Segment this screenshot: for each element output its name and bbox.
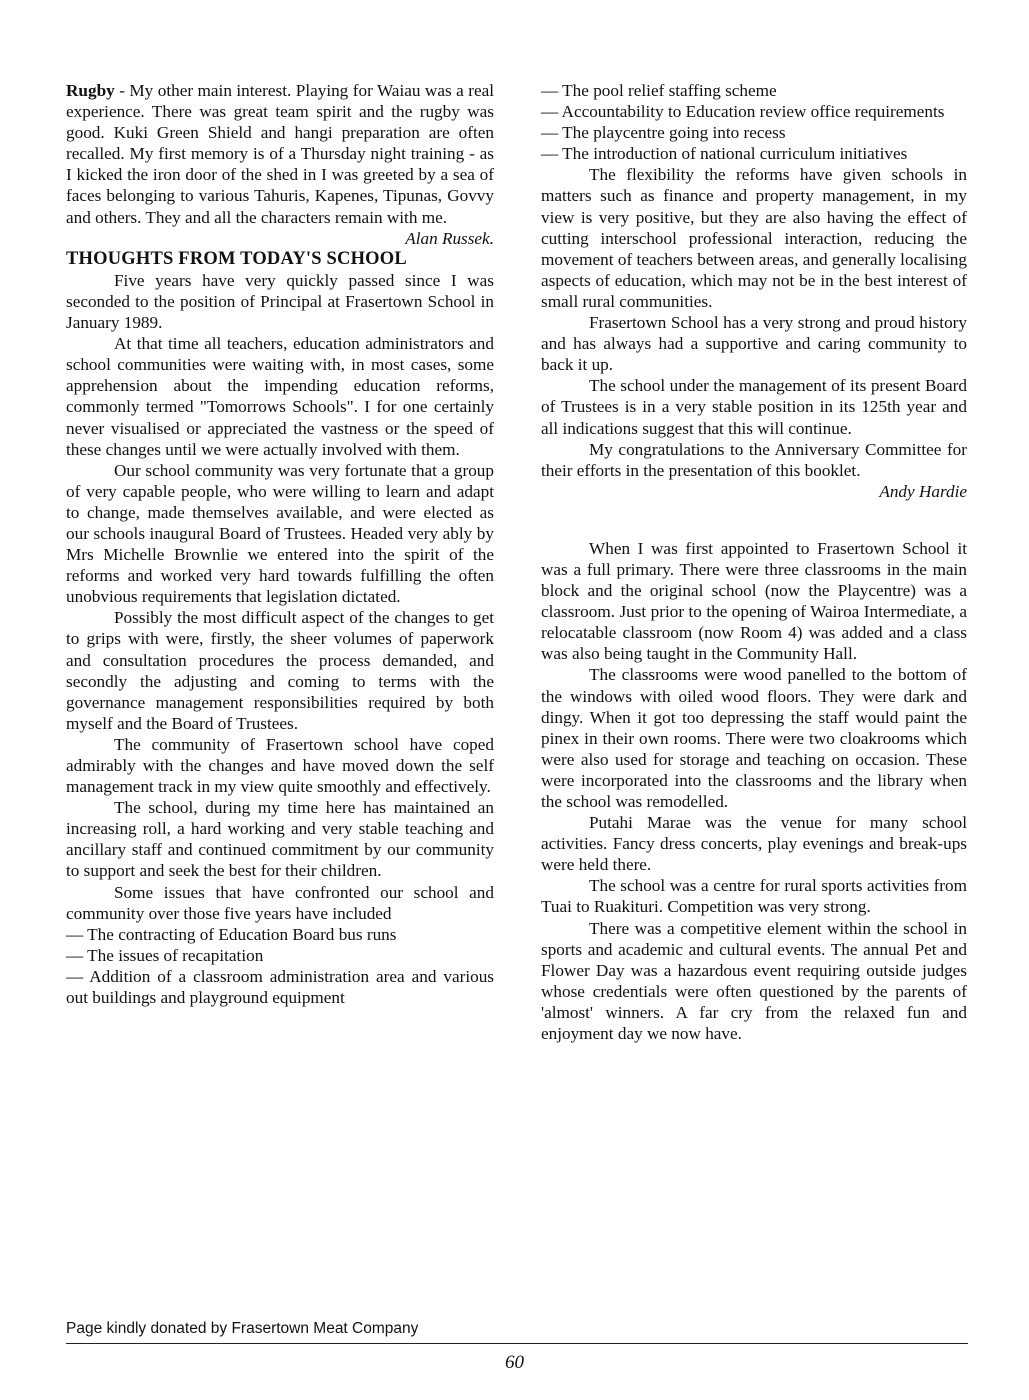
paragraph: At that time all teachers, education administrators and school communities were waiting with, in most cases, some apprehension about the impending education reforms, commonly termed "Tomorrows Schools". I for one certainly never visualised or appreciated the vastness or the speed of these changes until we were actually involved with them. xyxy=(66,334,494,459)
dash-list-item: — Addition of a classroom administration area and various out buildings and playground equipment xyxy=(66,966,494,1008)
paragraph: When I was first appointed to Frasertown School it was a full primary. There were three classrooms in the main block and the original school (now the Playcentre) was a classroom. Just prior to the opening of Wairoa Intermediate, a relocatable classroom (now Room 4) was added and a class was also being taught in the Community Hall. xyxy=(541,538,967,664)
paragraph: The school, during my time here has maintained an increasing roll, a hard working and very stable teaching and ancillary staff and continued commitment by our community to support and seek the best for their children. xyxy=(66,798,494,881)
paragraph: My congratulations to the Anniversary Committee for their efforts in the presentation of this booklet. xyxy=(541,439,967,480)
footer-divider xyxy=(66,1343,968,1344)
rugby-paragraph xyxy=(66,80,494,228)
paragraph: Five years have very quickly passed since I was seconded to the position of Principal at Frasertown School in January 1989. xyxy=(66,270,494,333)
dash-list-item: — The introduction of national curriculum initiatives xyxy=(541,144,908,164)
article-heading: THOUGHTS FROM TODAY'S SCHOOL xyxy=(66,248,407,269)
rugby-lead: Rugby xyxy=(66,81,115,100)
paragraph: The flexibility the reforms have given schools in matters such as finance and property management, in my view is very positive, but they are also having the effect of cutting interschool professional interaction, reducing the movement of teachers between areas, and generally localising aspects of education, which may not be in the best interest of small rural communities. xyxy=(541,165,967,311)
paragraph: Putahi Marae was the venue for many school activities. Fancy dress concerts, play evenings and break-ups were held there. xyxy=(541,813,967,875)
paragraph: The school under the management of its present Board of Trustees is in a very stable position in its 125th year and all indications suggest that this will continue. xyxy=(541,376,967,438)
paragraph: Some issues that have confronted our school and community over those five years have included xyxy=(66,882,494,923)
paragraph: The community of Frasertown school have coped admirably with the changes and have moved down the self management track in my view quite smoothly and effectively. xyxy=(66,734,494,797)
dash-list-item: — The pool relief staffing scheme xyxy=(541,81,777,100)
paragraph: Possibly the most difficult aspect of the changes to get to grips with were, firstly, the sheer volumes of paperwork and consultation procedures the process demanded, and secondly the adjusting and coming to terms with the governance management responsibilities required by both myself and the Board of Trustees. xyxy=(66,608,494,733)
donation-note: Page kindly donated by Frasertown Meat Company xyxy=(66,1320,419,1337)
dash-list-item: — The playcentre going into recess xyxy=(541,123,786,143)
rugby-text: - My other main interest. Playing for Waiau was a real experience. There was great team spirit and the rugby was good. Kuki Green Shield and hangi preparation are often recalled. My first memory is of a Thursday night training - as I kicked the iron door of the shed in I was greeted by a sea of faces belonging to various Tahuris, Kapenes, Tipunas, Govvy and others. They and all the characters remain with me. xyxy=(66,81,494,227)
paragraph: Our school community was very fortunate that a group of very capable people, who were willing to learn and adapt to change, made themselves available, and were elected as our schools inaugural Board of Trustees. Headed very ably by Mrs Michelle Brownlie we entered into the spirit of the reforms and worked very hard towards fulfilling the often unobvious requirements that legislation dictated. xyxy=(66,460,494,607)
rugby-signature: Alan Russek. xyxy=(405,228,494,248)
right-column xyxy=(541,80,967,1044)
paragraph: The classrooms were wood panelled to the bottom of the windows with oiled wood floors. They were dark and dingy. When it got too depressing the staff would paint the pinex in their own rooms. There were two cloakrooms which were also used for storage and teaching on occasion. These were incorporated into the classrooms and the library when the school was remodelled. xyxy=(541,665,967,811)
left-column xyxy=(66,80,494,1008)
paragraph: The school was a centre for rural sports activities from Tuai to Ruakituri. Competition was very strong. xyxy=(541,876,967,917)
dash-list-item: — The contracting of Education Board bus runs xyxy=(66,924,397,944)
principal-signature: Andy Hardie xyxy=(879,481,967,501)
paragraph: Frasertown School has a very strong and proud history and has always had a supportive and caring community to back it up. xyxy=(541,313,967,375)
section-gap xyxy=(541,502,967,538)
page-number: 60 xyxy=(505,1352,524,1373)
dash-list-item: — Accountability to Education review office requirements xyxy=(541,102,945,122)
paragraph: There was a competitive element within the school in sports and academic and cultural events. The annual Pet and Flower Day was a hazardous event requiring outside judges whose credentials were often questioned by the parents of 'almost' winners. A far cry from the relaxed fun and enjoyment day we now have. xyxy=(541,918,967,1044)
dash-list-item: — The issues of recapitation xyxy=(66,945,264,965)
